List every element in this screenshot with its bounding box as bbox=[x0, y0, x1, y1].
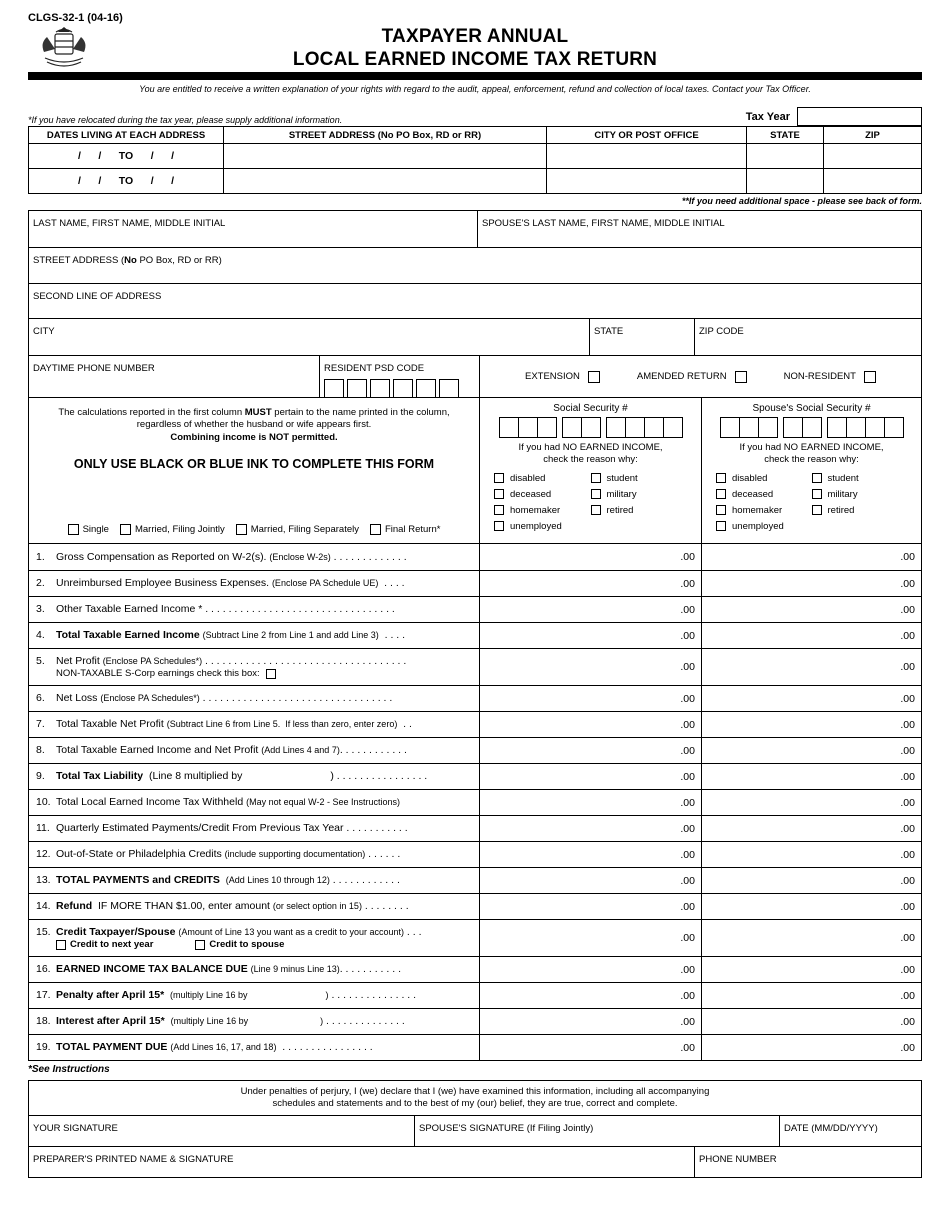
street-field-1[interactable] bbox=[224, 144, 547, 169]
header-city: CITY OR POST OFFICE bbox=[547, 127, 747, 144]
filing-status-label: Married, Filing Separately bbox=[250, 524, 359, 535]
line-7-number: 7. bbox=[36, 718, 45, 731]
filing-status-married-filing-jointly bbox=[120, 524, 225, 535]
taxpayer-ssn-digit-box[interactable] bbox=[644, 417, 664, 438]
taxpayer-ssn-digit-box[interactable] bbox=[518, 417, 538, 438]
filing-status-married-filing-jointly-checkbox[interactable] bbox=[120, 524, 131, 535]
line-6-number: 6. bbox=[36, 692, 45, 705]
spouse-no-income-note: If you had NO EARNED INCOME, check the reason why: bbox=[739, 442, 884, 465]
spouse-signature-label: SPOUSE'S SIGNATURE (If Filing Jointly) bbox=[419, 1122, 594, 1134]
line-6-amount-col2[interactable]: .00 bbox=[701, 686, 921, 711]
line-14-amount-col1[interactable]: .00 bbox=[479, 894, 701, 919]
address-history-row-1 bbox=[29, 144, 922, 169]
psd-digit-box[interactable] bbox=[370, 379, 390, 397]
state-field-1[interactable] bbox=[747, 144, 824, 169]
extension-flag bbox=[525, 371, 600, 383]
date-label: DATE (MM/DD/YYYY) bbox=[784, 1122, 878, 1134]
taxpayer-reason-unemployed bbox=[494, 519, 591, 534]
spouse-reason-military-checkbox[interactable] bbox=[812, 489, 822, 499]
your-signature-field[interactable] bbox=[29, 1116, 414, 1146]
city-field-2[interactable] bbox=[547, 169, 747, 194]
spouse-reason-retired-checkbox[interactable] bbox=[812, 505, 822, 515]
tax-line-row-11 bbox=[29, 815, 921, 841]
line-5-subline: NON-TAXABLE S-Corp earnings check this box: bbox=[56, 668, 476, 679]
reason-label: homemaker bbox=[510, 504, 561, 516]
line-9-description: 9. Total Tax Liability (Line 8 multiplied by ) . . . . . . . . . . . . . . . . bbox=[36, 770, 428, 783]
taxpayer-reason-disabled-checkbox[interactable] bbox=[494, 473, 504, 483]
line-13-number: 13. bbox=[36, 874, 51, 887]
line-12-amount-col1[interactable]: .00 bbox=[479, 842, 701, 867]
taxpayer-rights-notice: You are entitled to receive a written explanation of your rights with regard to the audit, appeal, enforcement, refund and collection of local taxes. Contact your Tax Officer. bbox=[139, 84, 811, 94]
line-11-amount-col2[interactable]: .00 bbox=[701, 816, 921, 841]
taxpayer-ssn-cell bbox=[479, 398, 701, 543]
spouse-reason-homemaker bbox=[716, 503, 812, 518]
signature-row-1 bbox=[29, 1115, 921, 1146]
line-4-amount-col2[interactable]: .00 bbox=[701, 623, 921, 648]
taxpayer-ssn-digit-box[interactable] bbox=[625, 417, 645, 438]
line-13-amount-col2[interactable]: .00 bbox=[701, 868, 921, 893]
line-1-amount-col2[interactable]: .00 bbox=[701, 544, 921, 570]
see-instructions-note: *See Instructions bbox=[28, 1064, 110, 1075]
spouse-ssn-digit-box[interactable] bbox=[758, 417, 778, 438]
taxpayer-reason-deceased-checkbox[interactable] bbox=[494, 489, 504, 499]
spouse-ssn-cell bbox=[701, 398, 921, 543]
filing-status-final-return-checkbox[interactable] bbox=[370, 524, 381, 535]
taxpayer-reason-homemaker-checkbox[interactable] bbox=[494, 505, 504, 515]
taxpayer-no-income-reasons bbox=[484, 471, 697, 534]
taxpayer-reason-student-checkbox[interactable] bbox=[591, 473, 601, 483]
state-field-2[interactable] bbox=[747, 169, 824, 194]
line-4-number: 4. bbox=[36, 629, 45, 642]
line-1-amount-col1[interactable]: .00 bbox=[479, 544, 701, 570]
street-field-2[interactable] bbox=[224, 169, 547, 194]
spouse-ssn-digit-box[interactable] bbox=[802, 417, 822, 438]
state-field[interactable] bbox=[589, 319, 694, 355]
line-15-amount-col1[interactable]: .00 bbox=[479, 920, 701, 956]
spouse-reason-unemployed-checkbox[interactable] bbox=[716, 521, 726, 531]
zip-label: ZIP CODE bbox=[699, 326, 744, 337]
preparer-field[interactable] bbox=[29, 1147, 694, 1177]
line-8-description: 8. Total Taxable Earned Income and Net Profit (Add Lines 4 and 7). . . . . . . . . . . . bbox=[36, 744, 407, 757]
reason-label: military bbox=[606, 488, 637, 500]
signature-block bbox=[28, 1080, 922, 1178]
tax-year-input[interactable] bbox=[797, 107, 922, 126]
line-3-description: 3. Other Taxable Earned Income * . . . . . . . . . . . . . . . . . . . . . . . . . . . . . . . . . bbox=[36, 603, 395, 616]
relocated-note: *If you have relocated during the tax year, please supply additional information. bbox=[28, 115, 343, 125]
taxpayer-ssn-digit-box[interactable] bbox=[581, 417, 601, 438]
line-10-number: 10. bbox=[36, 796, 51, 809]
psd-digit-box[interactable] bbox=[416, 379, 436, 397]
amended-return-checkbox[interactable] bbox=[735, 371, 747, 383]
tax-year-row bbox=[28, 95, 922, 126]
line-18-amount-col1[interactable]: .00 bbox=[479, 1009, 701, 1034]
phone-psd-row bbox=[29, 355, 921, 397]
reason-label: student bbox=[606, 472, 638, 484]
form-number: CLGS-32-1 (04-16) bbox=[28, 12, 123, 24]
taxpayer-reason-student bbox=[591, 471, 688, 486]
daytime-phone-field[interactable] bbox=[29, 356, 319, 397]
tax-lines-table bbox=[28, 544, 922, 1061]
taxpayer-reason-military bbox=[591, 487, 688, 502]
psd-digit-box[interactable] bbox=[324, 379, 344, 397]
line-10-amount-col1[interactable]: .00 bbox=[479, 790, 701, 815]
reason-label: deceased bbox=[732, 488, 774, 500]
spouse-reason-deceased-checkbox[interactable] bbox=[716, 489, 726, 499]
taxpayer-reason-retired bbox=[591, 503, 688, 518]
line-18-number: 18. bbox=[36, 1015, 51, 1028]
credit-to-next-year-checkbox[interactable] bbox=[56, 940, 66, 950]
line-4-description: 4. Total Taxable Earned Income (Subtract Line 2 from Line 1 and add Line 3) . . . . bbox=[36, 629, 406, 642]
line-8-amount-col1[interactable]: .00 bbox=[479, 738, 701, 763]
filing-status-single bbox=[68, 524, 109, 535]
line-15-description: 15. Credit Taxpayer/Spouse (Amount of Line 13 you want as a credit to your account) . . . Credit to next year Credit to spouse bbox=[29, 920, 479, 956]
tax-line-row-12 bbox=[29, 841, 921, 867]
signature-row-2 bbox=[29, 1146, 921, 1177]
header-state: STATE bbox=[747, 127, 824, 144]
preparer-phone-label: PHONE NUMBER bbox=[699, 1153, 777, 1165]
your-signature-label: YOUR SIGNATURE bbox=[33, 1122, 118, 1134]
spouse-reason-disabled bbox=[716, 471, 812, 486]
preparer-label: PREPARER'S PRINTED NAME & SIGNATURE bbox=[33, 1153, 234, 1165]
tax-line-row-16 bbox=[29, 956, 921, 982]
line-18-amount-col2[interactable]: .00 bbox=[701, 1009, 921, 1034]
line-17-number: 17. bbox=[36, 989, 51, 1002]
tax-line-row-3 bbox=[29, 596, 921, 622]
line-19-number: 19. bbox=[36, 1041, 51, 1054]
taxpayer-reason-military-checkbox[interactable] bbox=[591, 489, 601, 499]
perjury-statement: Under penalties of perjury, I (we) declare that I (we) have examined this information, including all accompanying schedules and statements and to the best of my (our) belief, they are true, correct and complete. bbox=[240, 1086, 710, 1110]
line-13-description: 13. TOTAL PAYMENTS and CREDITS (Add Lines 10 through 12) . . . . . . . . . . . . bbox=[36, 874, 400, 887]
ink-notice: ONLY USE BLACK OR BLUE INK TO COMPLETE THIS FORM bbox=[73, 457, 435, 472]
non-resident-flag bbox=[784, 371, 876, 383]
taxpayer-ssn-digit-box[interactable] bbox=[562, 417, 582, 438]
s-corp-earnings-checkbox[interactable] bbox=[266, 669, 276, 679]
taxpayer-name-label: LAST NAME, FIRST NAME, MIDDLE INITIAL bbox=[33, 218, 226, 229]
line-7-amount-col2[interactable]: .00 bbox=[701, 712, 921, 737]
tax-line-row-18 bbox=[29, 1008, 921, 1034]
line-2-number: 2. bbox=[36, 577, 45, 590]
spouse-ssn-digit-box[interactable] bbox=[846, 417, 866, 438]
line-9-amount-col1[interactable]: .00 bbox=[479, 764, 701, 789]
reason-label: homemaker bbox=[732, 504, 783, 516]
tax-line-row-2 bbox=[29, 570, 921, 596]
filing-status-single-checkbox[interactable] bbox=[68, 524, 79, 535]
tax-line-row-1 bbox=[29, 544, 921, 570]
tax-line-row-5 bbox=[29, 648, 921, 685]
line-5-description: 5. Net Profit (Enclose PA Schedules*) . . . . . . . . . . . . . . . . . . . . . . . . . . . . . . . . . . . NON-TAXABLE S-Corp earnings check this box: bbox=[29, 649, 479, 685]
spouse-ssn-digit-box[interactable] bbox=[884, 417, 904, 438]
spouse-ssn-digit-box[interactable] bbox=[865, 417, 885, 438]
line-9-amount-col2[interactable]: .00 bbox=[701, 764, 921, 789]
taxpayer-reason-homemaker bbox=[494, 503, 591, 518]
spouse-ssn-heading: Spouse's Social Security # bbox=[752, 403, 871, 414]
form-header bbox=[28, 12, 922, 72]
reason-label: unemployed bbox=[732, 520, 784, 532]
taxpayer-reason-unemployed-checkbox[interactable] bbox=[494, 521, 504, 531]
header-zip: ZIP bbox=[824, 127, 922, 144]
extension-checkbox[interactable] bbox=[588, 371, 600, 383]
title-divider-bar bbox=[28, 72, 922, 80]
city-label: CITY bbox=[33, 326, 55, 337]
line-13-amount-col1[interactable]: .00 bbox=[479, 868, 701, 893]
zip-field[interactable] bbox=[694, 319, 921, 355]
spouse-ssn-digit-box[interactable] bbox=[783, 417, 803, 438]
address-history-table bbox=[28, 126, 922, 194]
taxpayer-reason-deceased bbox=[494, 487, 591, 502]
filing-status-options bbox=[68, 524, 441, 535]
taxpayer-info-block bbox=[28, 210, 922, 398]
line-8-number: 8. bbox=[36, 744, 45, 757]
spouse-ssn-boxes bbox=[706, 417, 917, 438]
street-address-label: STREET ADDRESS (No PO Box, RD or RR) bbox=[33, 255, 222, 266]
line-14-number: 14. bbox=[36, 900, 51, 913]
line-9-number: 9. bbox=[36, 770, 45, 783]
taxpayer-reason-retired-checkbox[interactable] bbox=[591, 505, 601, 515]
dates-field-1[interactable]: / / TO / / bbox=[29, 144, 224, 169]
credit-to-spouse-checkbox[interactable] bbox=[195, 940, 205, 950]
filing-instructions-cell bbox=[29, 398, 479, 543]
preparer-phone-field[interactable] bbox=[694, 1147, 921, 1177]
tax-line-row-4 bbox=[29, 622, 921, 648]
line-14-amount-col2[interactable]: .00 bbox=[701, 894, 921, 919]
tax-line-row-6 bbox=[29, 685, 921, 711]
taxpayer-no-income-note: If you had NO EARNED INCOME, check the reason why: bbox=[518, 442, 663, 465]
tax-line-row-9 bbox=[29, 763, 921, 789]
reason-label: deceased bbox=[510, 488, 552, 500]
extension-label: EXTENSION bbox=[525, 371, 580, 382]
line-14-description: 14. Refund IF MORE THAN $1.00, enter amount (or select option in 15) . . . . . . . . bbox=[36, 900, 409, 913]
address-history-header-row bbox=[29, 127, 922, 144]
line-11-description: 11. Quarterly Estimated Payments/Credit From Previous Tax Year . . . . . . . . . . . bbox=[36, 822, 408, 835]
filing-status-label: Married, Filing Jointly bbox=[134, 524, 225, 535]
form-title-line1: TAXPAYER ANNUAL bbox=[381, 26, 569, 47]
state-label: STATE bbox=[594, 326, 624, 337]
psd-digit-box[interactable] bbox=[347, 379, 367, 397]
line-12-amount-col2[interactable]: .00 bbox=[701, 842, 921, 867]
tax-line-row-17 bbox=[29, 982, 921, 1008]
line-2-amount-col2[interactable]: .00 bbox=[701, 571, 921, 596]
amended-return-label: AMENDED RETURN bbox=[636, 371, 727, 382]
line-12-description: 12. Out-of-State or Philadelphia Credits (include supporting documentation) . . . . . . bbox=[36, 848, 401, 861]
tax-line-row-13 bbox=[29, 867, 921, 893]
line-8-amount-col2[interactable]: .00 bbox=[701, 738, 921, 763]
spouse-reason-student-checkbox[interactable] bbox=[812, 473, 822, 483]
taxpayer-ssn-heading: Social Security # bbox=[553, 403, 628, 414]
zip-field-1[interactable] bbox=[824, 144, 922, 169]
line-1-description: 1. Gross Compensation as Reported on W-2(s). (Enclose W-2s) . . . . . . . . . . . . . bbox=[36, 550, 407, 563]
line-19-amount-col2[interactable]: .00 bbox=[701, 1035, 921, 1060]
tax-line-row-7 bbox=[29, 711, 921, 737]
reason-label: disabled bbox=[510, 472, 546, 484]
reason-label: disabled bbox=[732, 472, 768, 484]
taxpayer-reason-disabled bbox=[494, 471, 591, 486]
spouse-reason-retired bbox=[812, 503, 908, 518]
address-history-row-2 bbox=[29, 169, 922, 194]
line-5-number: 5. bbox=[36, 654, 45, 667]
pa-coat-of-arms-logo bbox=[36, 25, 92, 73]
reason-label: military bbox=[827, 488, 858, 500]
non-resident-checkbox[interactable] bbox=[864, 371, 876, 383]
spouse-reason-military bbox=[812, 487, 908, 502]
spouse-reason-student bbox=[812, 471, 908, 486]
line-6-amount-col1[interactable]: .00 bbox=[479, 686, 701, 711]
spouse-reason-deceased bbox=[716, 487, 812, 502]
header-dates: DATES LIVING AT EACH ADDRESS bbox=[29, 127, 224, 144]
line-16-amount-col2[interactable]: .00 bbox=[701, 957, 921, 982]
line-16-description: 16. EARNED INCOME TAX BALANCE DUE (Line 9 minus Line 13). . . . . . . . . . . bbox=[36, 963, 401, 976]
non-resident-label: NON-RESIDENT bbox=[783, 371, 856, 382]
spouse-ssn-digit-box[interactable] bbox=[739, 417, 759, 438]
tax-line-row-8 bbox=[29, 737, 921, 763]
tax-year-field bbox=[746, 107, 922, 126]
line-5-amount-col1[interactable]: .00 bbox=[479, 649, 701, 685]
column-instructions: The calculations reported in the first column MUST pertain to the name printed in the column, regardless of whether the husband or wife appears first. Combining income is NOT permitted. bbox=[58, 407, 450, 443]
form-title-line2: LOCAL EARNED INCOME TAX RETURN bbox=[292, 49, 658, 70]
tax-line-row-10 bbox=[29, 789, 921, 815]
taxpayer-ssn-boxes bbox=[484, 417, 697, 438]
second-address-row bbox=[29, 283, 921, 318]
reason-label: student bbox=[827, 472, 859, 484]
taxpayer-ssn-digit-box[interactable] bbox=[537, 417, 557, 438]
line-11-number: 11. bbox=[36, 822, 50, 835]
line-19-amount-col1[interactable]: .00 bbox=[479, 1035, 701, 1060]
line-3-number: 3. bbox=[36, 603, 45, 616]
additional-space-note: **If you need additional space - please see back of form. bbox=[681, 196, 922, 206]
line-5-amount-col2[interactable]: .00 bbox=[701, 649, 921, 685]
spouse-name-field[interactable] bbox=[477, 211, 921, 247]
psd-digit-box[interactable] bbox=[393, 379, 413, 397]
line-10-description: 10. Total Local Earned Income Tax Withheld (May not equal W-2 - See Instructions) bbox=[36, 796, 400, 809]
taxpayer-ssn-digit-box[interactable] bbox=[499, 417, 519, 438]
street-row bbox=[29, 247, 921, 283]
dates-field-2[interactable]: / / TO / / bbox=[29, 169, 224, 194]
taxpayer-ssn-digit-box[interactable] bbox=[663, 417, 683, 438]
line-1-number: 1. bbox=[36, 550, 45, 563]
line-16-amount-col1[interactable]: .00 bbox=[479, 957, 701, 982]
line-17-description: 17. Penalty after April 15* (multiply Line 16 by ) . . . . . . . . . . . . . . . bbox=[36, 989, 417, 1002]
line-4-amount-col1[interactable]: .00 bbox=[479, 623, 701, 648]
amended-return-flag bbox=[637, 371, 747, 383]
zip-field-2[interactable] bbox=[824, 169, 922, 194]
form-title bbox=[28, 24, 922, 71]
second-address-label: SECOND LINE OF ADDRESS bbox=[33, 291, 162, 302]
line-2-description: 2. Unreimbursed Employee Business Expenses. (Enclose PA Schedule UE) . . . . bbox=[36, 577, 405, 590]
spouse-no-income-reasons bbox=[706, 471, 917, 534]
line-3-amount-col1[interactable]: .00 bbox=[479, 597, 701, 622]
reason-label: retired bbox=[606, 504, 634, 516]
line-15-subline: Credit to next year Credit to spouse bbox=[56, 939, 476, 950]
return-flags-cell bbox=[479, 356, 921, 397]
psd-code-boxes bbox=[324, 379, 475, 397]
city-field[interactable] bbox=[29, 319, 589, 355]
line-18-description: 18. Interest after April 15* (multiply Line 16 by ) . . . . . . . . . . . . . . bbox=[36, 1015, 405, 1028]
line-12-number: 12. bbox=[36, 848, 51, 861]
tax-line-row-19 bbox=[29, 1034, 921, 1060]
city-field-1[interactable] bbox=[547, 144, 747, 169]
spouse-name-label: SPOUSE'S LAST NAME, FIRST NAME, MIDDLE INITIAL bbox=[482, 218, 725, 229]
filing-status-final-return bbox=[370, 524, 440, 535]
second-address-field[interactable] bbox=[29, 284, 921, 318]
reason-label: retired bbox=[827, 504, 855, 516]
line-15-number: 15. bbox=[36, 925, 51, 938]
tax-year-label: Tax Year bbox=[745, 110, 790, 123]
line-10-amount-col2[interactable]: .00 bbox=[701, 790, 921, 815]
street-address-field[interactable] bbox=[29, 248, 921, 283]
filing-status-label: Final Return* bbox=[384, 524, 441, 535]
filing-status-married-filing-separately-checkbox[interactable] bbox=[236, 524, 247, 535]
spouse-reason-unemployed bbox=[716, 519, 812, 534]
line-7-description: 7. Total Taxable Net Profit (Subtract Line 6 from Line 5. If less than zero, enter zero) . . bbox=[36, 718, 412, 731]
name-row bbox=[29, 211, 921, 247]
line-2-amount-col1[interactable]: .00 bbox=[479, 571, 701, 596]
filing-and-ssn-band bbox=[28, 398, 922, 544]
spouse-reason-homemaker-checkbox[interactable] bbox=[716, 505, 726, 515]
header-street: STREET ADDRESS (No PO Box, RD or RR) bbox=[224, 127, 547, 144]
line-17-amount-col2[interactable]: .00 bbox=[701, 983, 921, 1008]
resident-psd-field bbox=[319, 356, 479, 397]
tax-line-row-14 bbox=[29, 893, 921, 919]
line-17-amount-col1[interactable]: .00 bbox=[479, 983, 701, 1008]
taxpayer-name-field[interactable] bbox=[29, 211, 477, 247]
filing-status-label: Single bbox=[82, 524, 109, 535]
daytime-phone-label: DAYTIME PHONE NUMBER bbox=[33, 363, 155, 374]
spouse-signature-field[interactable] bbox=[414, 1116, 779, 1146]
filing-status-married-filing-separately bbox=[236, 524, 359, 535]
line-15-amount-col2[interactable]: .00 bbox=[701, 920, 921, 956]
reason-label: unemployed bbox=[510, 520, 562, 532]
resident-psd-label: RESIDENT PSD CODE bbox=[324, 363, 425, 374]
tax-line-row-15 bbox=[29, 919, 921, 956]
line-11-amount-col1[interactable]: .00 bbox=[479, 816, 701, 841]
spouse-reason-disabled-checkbox[interactable] bbox=[716, 473, 726, 483]
line-6-description: 6. Net Loss (Enclose PA Schedules*) . . . . . . . . . . . . . . . . . . . . . . . . . . . . . . . . . bbox=[36, 692, 393, 705]
line-3-amount-col2[interactable]: .00 bbox=[701, 597, 921, 622]
spouse-ssn-digit-box[interactable] bbox=[720, 417, 740, 438]
psd-digit-box[interactable] bbox=[439, 379, 459, 397]
line-16-number: 16. bbox=[36, 963, 51, 976]
date-field[interactable] bbox=[779, 1116, 921, 1146]
spouse-ssn-digit-box[interactable] bbox=[827, 417, 847, 438]
taxpayer-ssn-digit-box[interactable] bbox=[606, 417, 626, 438]
line-7-amount-col1[interactable]: .00 bbox=[479, 712, 701, 737]
line-19-description: 19. TOTAL PAYMENT DUE (Add Lines 16, 17, and 18) . . . . . . . . . . . . . . . . bbox=[36, 1041, 373, 1054]
city-row bbox=[29, 318, 921, 355]
